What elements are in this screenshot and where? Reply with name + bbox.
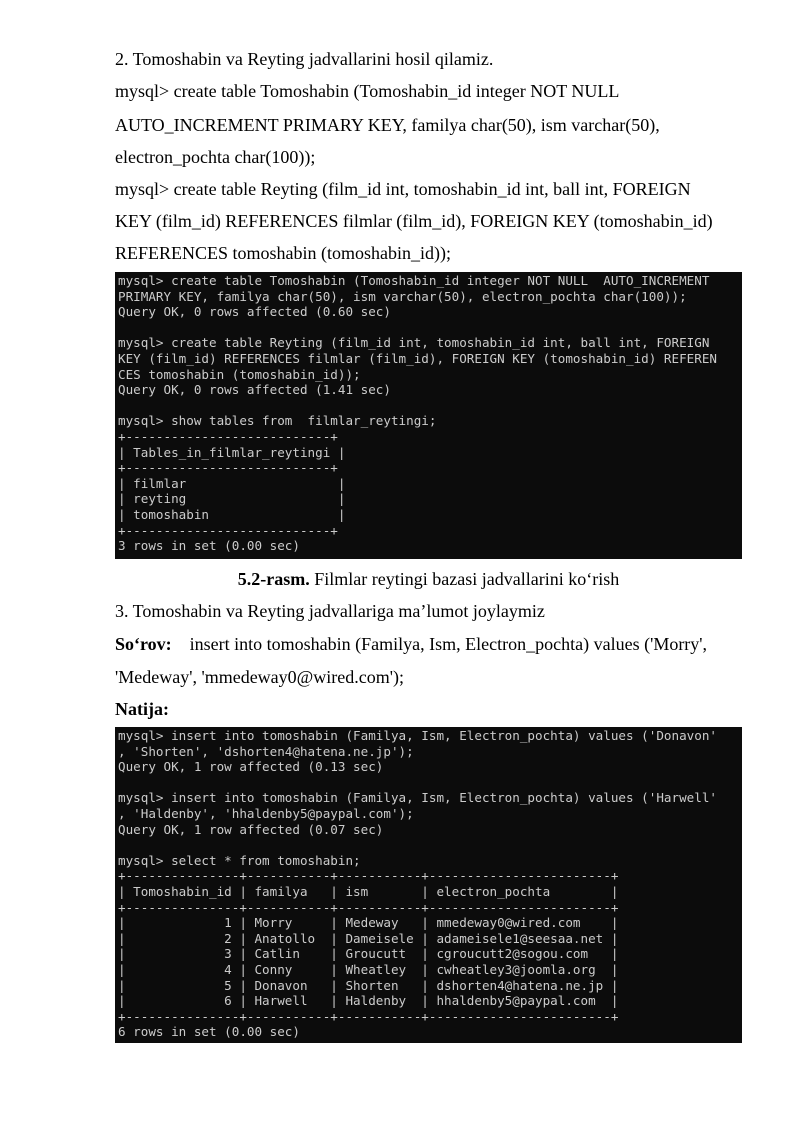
paragraph-line: AUTO_INCREMENT PRIMARY KEY, familya char(50), ism varchar(50), — [115, 115, 660, 135]
caption-text: Filmlar reytingi bazasi jadvallarini ko‘rish — [309, 569, 620, 589]
section-heading: 3. Tomoshabin va Reyting jadvallariga ma’lumot joylaymiz — [115, 601, 545, 621]
terminal-screenshot — [115, 272, 742, 559]
result-label — [115, 698, 169, 720]
figure-caption — [115, 568, 742, 590]
paragraph-line: KEY (film_id) REFERENCES filmlar (film_id), FOREIGN KEY (tomoshabin_id) — [115, 211, 713, 231]
paragraph-line: mysql> create table Reyting (film_id int, tomoshabin_id int, ball int, FOREIGN — [115, 179, 691, 199]
paragraph-line: electron_pochta char(100)); — [115, 147, 316, 167]
paragraph-line: mysql> create table Tomoshabin (Tomoshabin_id integer NOT NULL — [115, 81, 620, 101]
query-text: insert into tomoshabin (Familya, Ism, Electron_pochta) values ('Morry', — [171, 634, 708, 654]
paragraph-line: REFERENCES tomoshabin (tomoshabin_id)); — [115, 243, 451, 263]
query-line — [115, 633, 707, 655]
result-label-text: Natija: — [115, 699, 169, 719]
section-heading: 2. Tomoshabin va Reyting jadvallarini hosil qilamiz. — [115, 49, 494, 69]
terminal-text: mysql> create table Tomoshabin (Tomoshabin_id integer NOT NULL AUTO_INCREMENT PRIMARY KEY, familya char(50), ism varchar(50), electron_pochta char(100)); Query OK, 0 rows affected (0.60 sec) mysql> create table Reyting (film_id int, tomoshabin_id int, ball int, FOREIGN KEY (film_id) REFERENCES filmlar (film_id), FOREIGN KEY (tomoshabin_id) REFEREN CES tomoshabin (tomoshabin_id)); Query OK, 0 rows affected (1.41 sec) mysql> show tables from filmlar_reytingi; +---------------------------+ | Tables_in_filmlar_reytingi | +---------------------------+ | filmlar | | reyting | | tomoshabin | +---------------------------+ 3 rows in set (0.00 sec) — [118, 273, 717, 554]
query-line: 'Medeway', 'mmedeway0@wired.com'); — [115, 667, 404, 687]
query-label: So‘rov: — [115, 634, 172, 654]
caption-label: 5.2-rasm. — [237, 569, 310, 589]
terminal-screenshot — [115, 727, 742, 1043]
terminal-text: mysql> insert into tomoshabin (Familya, Ism, Electron_pochta) values ('Donavon' , 'Shorten', 'dshorten4@hatena.ne.jp'); Query OK, 1 row affected (0.13 sec) mysql> insert into tomoshabin (Familya, Ism, Electron_pochta) values ('Harwell' , 'Haldenby', 'hhaldenby5@paypal.com'); Query OK, 1 row affected (0.07 sec) mysql> select * from tomoshabin; +---------------+-----------+-----------+------------------------+ | Tomoshabin_id | familya | ism | electron_pochta | +---------------+-----------+-----------+------------------------+ | 1 | Morry | Medeway | mmedeway0@wired.com | | 2 | Anatollo | Dameisele | adameisele1@seesaa.net | | 3 | Catlin | Groucutt | cgroucutt2@sogou.com | | 4 | Conny | Wheatley | cwheatley3@joomla.org | | 5 | Donavon | Shorten | dshorten4@hatena.ne.jp | | 6 | Harwell | Haldenby | hhaldenby5@paypal.com | +---------------+-----------+-----------+------------------------+ 6 rows in set (0.00 sec) — [118, 728, 717, 1040]
